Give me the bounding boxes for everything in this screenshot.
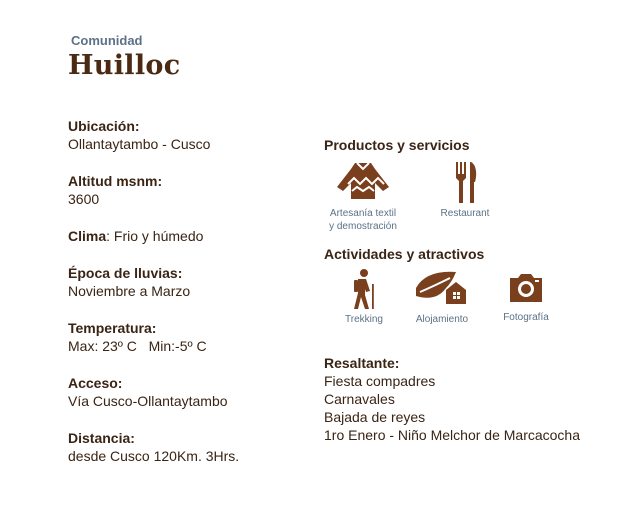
resaltante-line: Fiesta compadres [324,373,436,389]
resaltante-section [324,354,580,444]
field-label: Ubicación: [68,118,140,134]
fotografia-label: Fotografía [503,312,549,323]
field-label: Temperatura: [68,320,157,336]
field-value: Max: 23º C Min:-5º C [68,338,207,354]
resaltante-label: Resaltante: [324,355,400,371]
field-label: Clima [68,228,107,244]
alojamiento-label: Alojamiento [415,314,469,325]
field-acceso [68,374,308,410]
field-clima [68,227,308,245]
field-value: Vía Cusco-Ollantaytambo [68,393,228,409]
info-column [68,117,308,484]
field-label: Época de lluvias: [68,265,183,281]
actividades-title: Actividades y atractivos [324,246,485,262]
alojamiento-item [404,268,480,326]
field-label: Acceso: [68,375,123,391]
trekking-label: Trekking [345,314,383,325]
field-value: desde Cusco 120Km. 3Hrs. [68,448,240,464]
restaurant-label: Restaurant [440,208,490,219]
kicker-label: Comunidad [71,33,143,48]
artesania-item [322,160,404,233]
field-distancia [68,429,308,465]
field-value: 3600 [68,191,100,207]
productos-title: Productos y servicios [324,137,470,153]
page-title: Huilloc [68,50,181,81]
resaltante-line: Carnavales [324,391,395,407]
poncho-icon [335,160,391,204]
resaltante-line: Bajada de reyes [324,409,426,425]
fotografia-item [496,268,556,324]
artesania-label-1: Artesanía textil [329,208,397,219]
hiker-icon [348,268,380,310]
trekking-item [336,268,392,326]
fork-knife-icon [445,160,485,204]
field-temperatura [68,319,308,355]
field-value: Ollantaytambo - Cusco [68,136,211,152]
camera-icon [506,268,546,308]
field-label: Altitud msnm: [68,173,163,189]
resaltante-line: 1ro Enero - Niño Melchor de Marcacocha [324,427,581,443]
field-label: Distancia: [68,430,135,446]
field-epoca-lluvias [68,264,308,300]
field-value: : Frio y húmedo [106,228,204,244]
field-altitud [68,172,308,208]
lodge-icon [412,268,472,310]
field-ubicacion [68,117,308,153]
field-value: Noviembre a Marzo [68,283,191,299]
restaurant-item [430,160,500,220]
artesania-label-2: y demostración [329,221,397,232]
